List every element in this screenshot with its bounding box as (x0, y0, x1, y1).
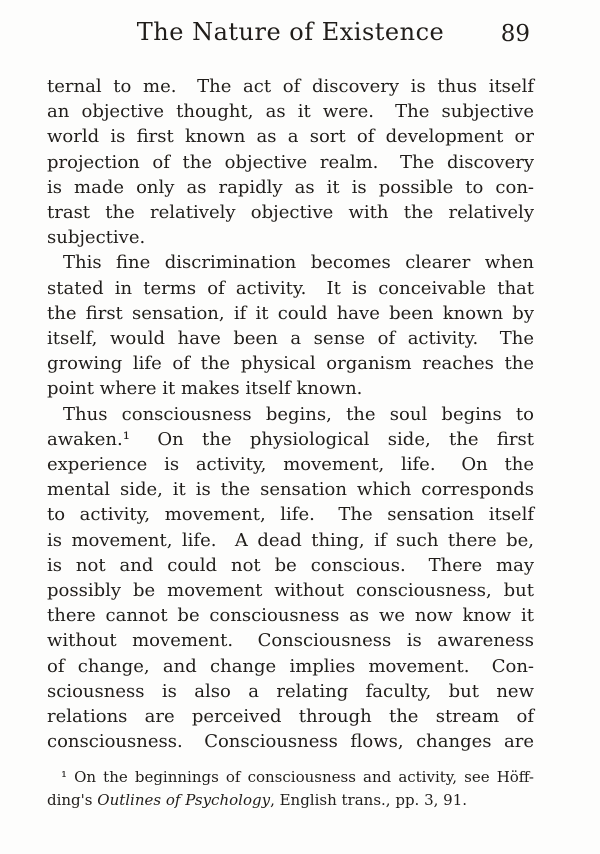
text-line: of change, and change implies movement. Con- (47, 655, 534, 677)
text-line: experience is activity, movement, life. On the (47, 454, 534, 476)
footnote-text: , English trans., pp. 3, 91. (270, 790, 468, 809)
text-line: sciousness is also a relating faculty, but new (47, 680, 534, 702)
page-title: The Nature of Existence (136, 18, 445, 46)
text-line: the first sensation, if it could have been known by (47, 302, 534, 324)
text-line: trast the relatively objective with the relatively (47, 202, 534, 224)
footnote-line (47, 789, 534, 812)
text-line: stated in terms of activity. It is conceivable that (47, 277, 534, 299)
text-line: is made only as rapidly as it is possible to con- (47, 176, 534, 198)
text-line: to activity, movement, life. The sensation itself (47, 504, 534, 526)
text-line: without movement. Consciousness is awareness (47, 630, 534, 652)
text-line: there cannot be consciousness as we now know it (47, 605, 534, 627)
text-line: world is first known as a sort of development or (47, 126, 534, 148)
text-line: consciousness. Consciousness flows, changes are (47, 731, 534, 753)
running-header (47, 17, 534, 53)
text-line: itself, would have been a sense of activity. The (47, 328, 534, 350)
text-line: ternal to me. The act of discovery is thus itself (47, 76, 534, 97)
text-line: is movement, life. A dead thing, if such there be, (47, 529, 534, 551)
text-line: subjective. (47, 227, 146, 249)
text-line: point where it makes itself known. (47, 378, 363, 400)
footnote (47, 766, 534, 811)
text-line: awaken.¹ On the physiological side, the first (47, 428, 534, 450)
text-line: Thus consciousness begins, the soul begins to (63, 403, 534, 425)
text-line: an objective thought, as it were. The subjective (47, 101, 534, 123)
text-line: projection of the objective realm. The discovery (47, 151, 534, 173)
text-line: growing life of the physical organism reaches the (47, 353, 534, 375)
text-line: relations are perceived through the stream of (47, 706, 534, 728)
text-line: is not and could not be conscious. There may (47, 554, 534, 576)
text-line: mental side, it is the sensation which corresponds (47, 479, 534, 501)
text-line: This fine discrimination becomes clearer when (63, 252, 534, 274)
footnote-line: ¹ On the beginnings of consciousness and activity, see Höff- (61, 768, 534, 786)
footnote-book-title: Outlines of Psychology (97, 790, 271, 809)
page-body (47, 74, 534, 754)
page-number: 89 (500, 21, 530, 47)
text-line: possibly be movement without consciousness, but (47, 580, 534, 602)
footnote-text: ding's (47, 790, 98, 809)
